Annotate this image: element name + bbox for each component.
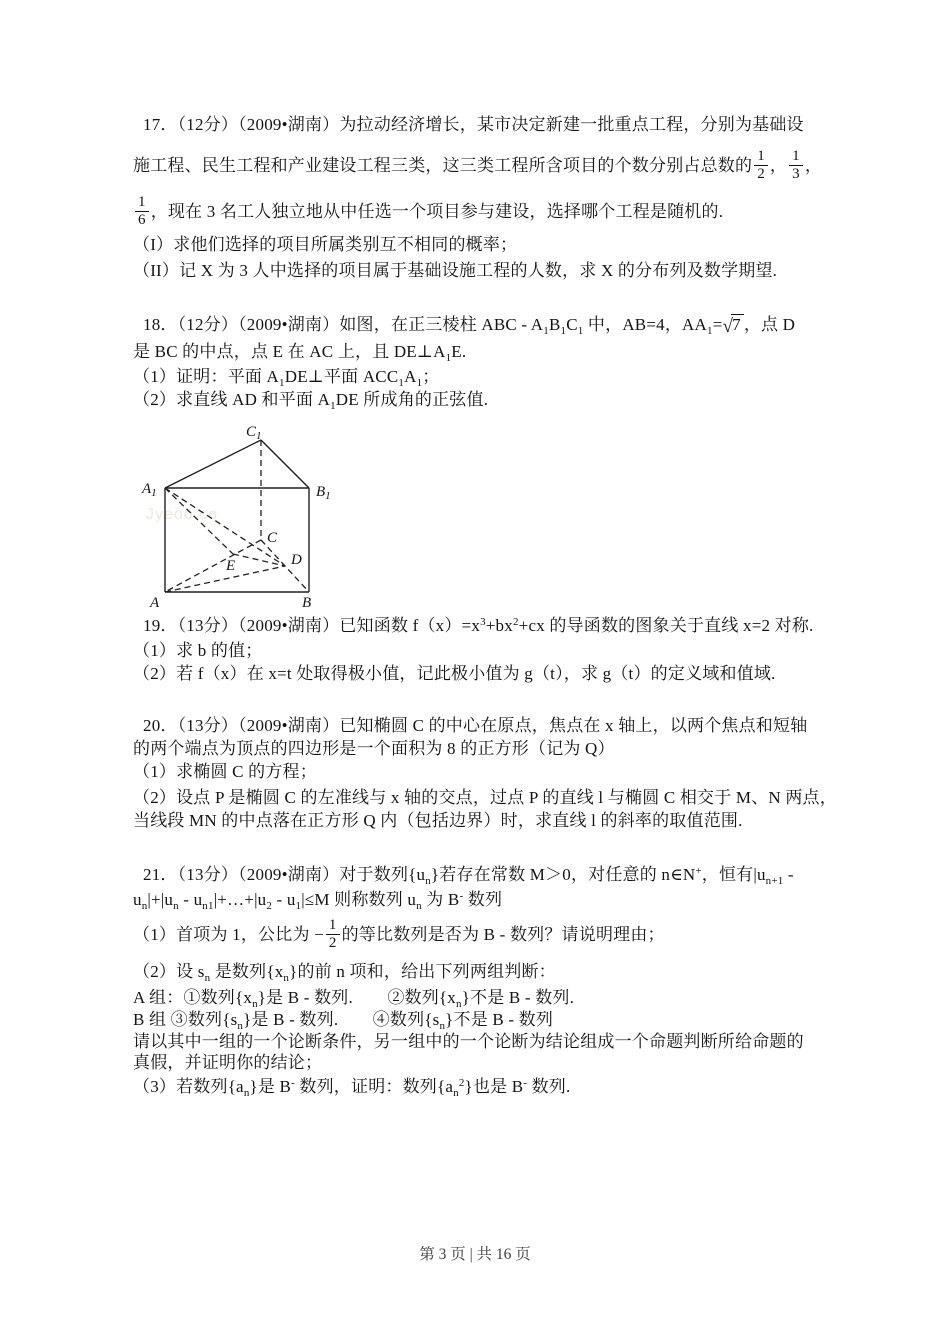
watermark: Jyeoo.co bbox=[146, 506, 219, 523]
vertex-label-a1: $A_1$ bbox=[142, 481, 157, 499]
q17-part-1: （I）求他们选择的项目所属类别互不相同的概率； bbox=[133, 235, 518, 254]
prism-dashed-edges bbox=[165, 440, 309, 592]
q21-part-3: （3）若数列$\{a_n\}$是 B- 数列，证明：数列$\{a_n^2\}$也是 B- 数列. bbox=[133, 1077, 571, 1099]
q17-line-3: $\frac{1}{6}$ ，现在 3 名工人独立地从中任选一个项目参与建设，选择哪个工程是随机的. bbox=[133, 190, 723, 234]
q17-part-2: （II）记 X 为 3 人中选择的项目属于基础设施工程的人数，求 X 的分布列及数学期望. bbox=[133, 261, 778, 280]
q21-line-7: 请以其中一组的一个论断条件，另一组中的一个论断为结论组成一个命题判断所给命题的 bbox=[133, 1032, 804, 1051]
q18-line-1: 18．（12分）（2009•湖南）如图，在正三棱柱 ABC - $A_1B_1C_1$ 中，AB=4，$AA_1=√7$ ，点 D bbox=[143, 315, 796, 337]
q18-line-2: 是 BC 的中点，点 E 在 AC 上，且 $DE\perp A_1E$. bbox=[133, 342, 467, 364]
q21-group-b: B 组 ③数列$\{s_n\}$是 B - 数列. ④数列$\{s_n\}$不是 B - 数列 bbox=[133, 1010, 554, 1032]
vertex-label-e: E bbox=[226, 558, 236, 574]
q21-line-2: $u_n|+|u_n$ - $u_{n1}|+\dots+|u_2 - u_1|\le M$ 则称数列 $u_n$ 为 B- 数列 bbox=[133, 890, 503, 912]
page-footer: 第 3 页 | 共 16 页 bbox=[419, 1246, 531, 1263]
vertex-label-b: B bbox=[302, 595, 312, 611]
q21-line-8: 真假，并证明你的结论； bbox=[133, 1053, 323, 1072]
vertex-label-c1: $C_1$ bbox=[246, 424, 262, 442]
q21-group-a: A 组：①数列$\{x_n\}$是 B - 数列. ②数列$\{x_n\}$不是 B - 数列. bbox=[133, 988, 575, 1010]
q20-line-2: 的两个端点为顶点的四边形是一个面积为 8 的正方形（记为 Q） bbox=[133, 739, 615, 758]
prism-figure bbox=[140, 420, 355, 615]
vertex-label-d: D bbox=[291, 552, 302, 568]
q18-part-1: （1）证明：平面 $A_1DE\perp$平面 $ACC_1A_1$； bbox=[133, 367, 440, 389]
q17-line-2: 施工程、民生工程和产业建设工程三类，这三类工程所含项目的个数分别占总数的 $\frac{1}{2}$ ， $\frac{1}{3}$ ， bbox=[133, 147, 823, 182]
q21-line-1: 21．（13分）（2009•湖南）对于数列$\{u_n\}$若存在常数 M＞0，对任意的 n∈N+，恒有$|u_{n+1}$ - bbox=[143, 865, 794, 887]
prism-solid-edges bbox=[165, 440, 309, 592]
q19-part-1: （1）求 b 的值； bbox=[133, 641, 263, 660]
q18-part-2: （2）求直线 AD 和平面 $A_1DE$ 所成角的正弦值. bbox=[133, 390, 489, 412]
q19-line-1: 19．（13分）（2009•湖南）已知函数 $f(x)=x^3+bx^2+cx$ 的导函数的图象关于直线 x=2 对称. bbox=[143, 616, 814, 635]
q17-line-1: 17．（12分）（2009•湖南）为拉动经济增长，某市决定新建一批重点工程，分别为基础设 bbox=[143, 115, 804, 134]
q20-line-1: 20．（13分）（2009•湖南）已知椭圆 C 的中心在原点，焦点在 x 轴上，以两个焦点和短轴 bbox=[143, 716, 808, 735]
vertex-label-b1: $B_1$ bbox=[316, 484, 331, 502]
q19-part-2: （2）若 f（x）在 x=t 处取得极小值，记此极小值为 g（t），求 g（t）的定义域和值域. bbox=[133, 664, 776, 683]
q20-part-1: （1）求椭圆 C 的方程； bbox=[133, 762, 317, 781]
q21-part-2: （2）设 $s_n$ 是数列$\{x_n\}$的前 n 项和，给出下列两组判断： bbox=[133, 962, 556, 984]
q20-line-5: 当线段 MN 的中点落在正方形 Q 内（包括边界）时，求直线 l 的斜率的取值范围. bbox=[133, 811, 743, 830]
q21-part-1: （1）首项为 1，公比为 − $\frac{1}{2}$ 的等比数列是否为 B - 数列？请说明理由； bbox=[133, 916, 665, 951]
q20-part-2: （2）设点 P 是椭圆 C 的左准线与 x 轴的交点，过点 P 的直线 l 与椭圆 C 相交于 M、N 两点， bbox=[133, 788, 837, 807]
vertex-label-c: C bbox=[267, 530, 278, 546]
vertex-label-a: A bbox=[150, 595, 160, 611]
